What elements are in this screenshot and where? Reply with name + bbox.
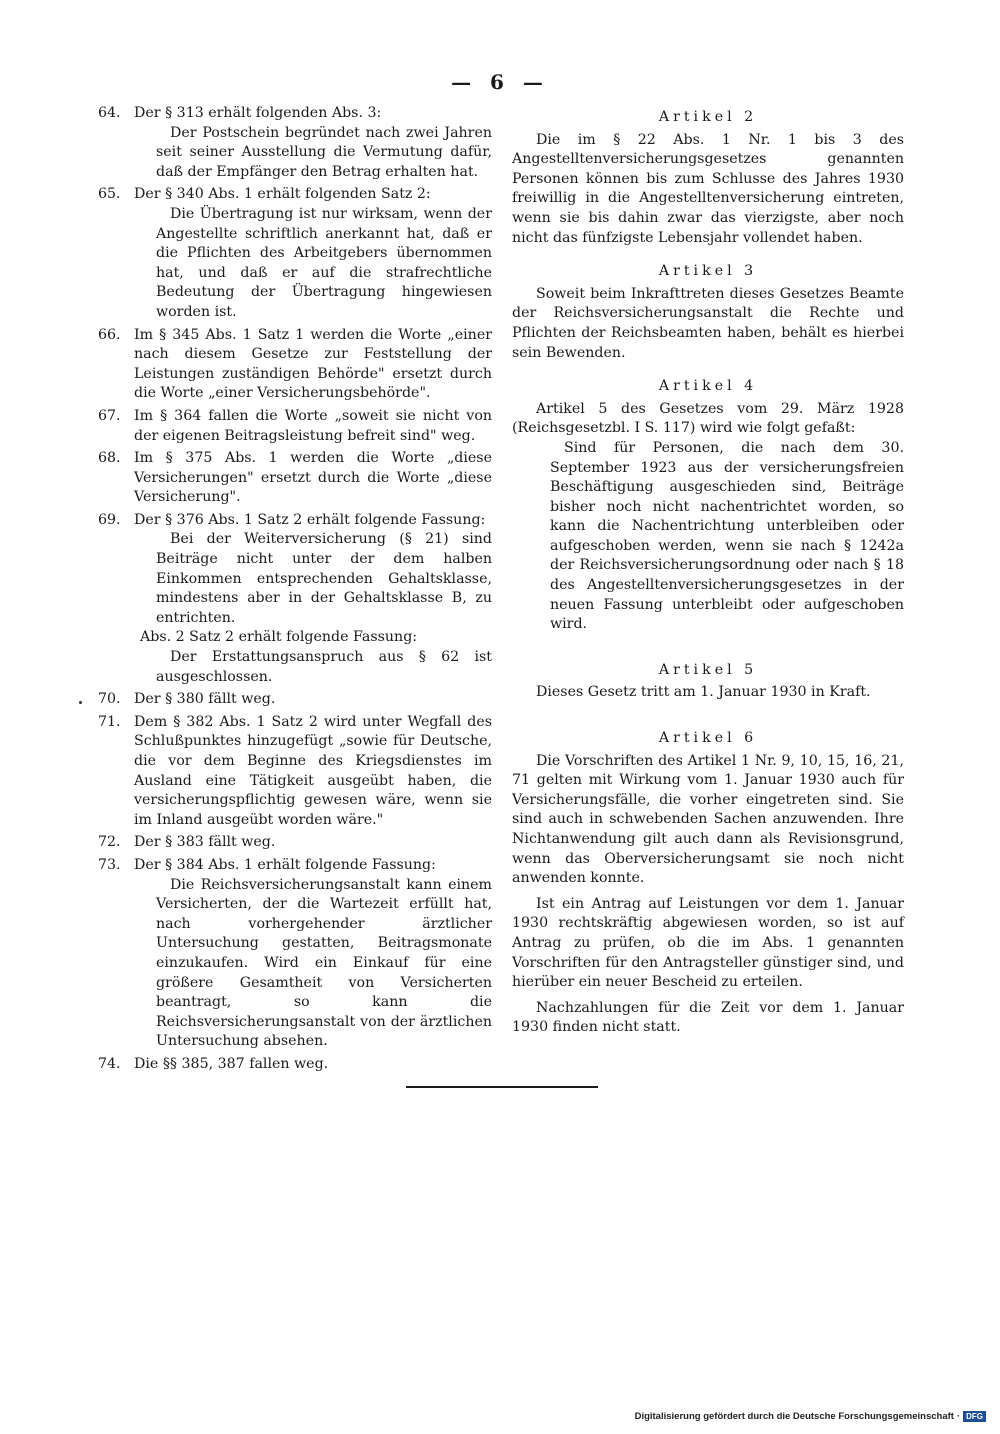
item-number: 74. [98, 1055, 121, 1072]
list-item [98, 407, 492, 446]
article-heading: Artikel 2 [658, 109, 758, 125]
item-number: 64. [98, 105, 121, 121]
article-paragraph: Nachzahlungen für die Zeit vor dem 1. Januar 1930 finden nicht statt. [512, 999, 904, 1036]
item-quote: Die Reichsversicherungsanstalt kann einem Versicherten, der die Wartezeit erfüllt hat, nach vorhergehender ärztlicher Untersuchung gestatten, Beitragsmonate einzukaufen. Wird ein Einkauf für eine größere Gesamtheit von Versicherten beantragt, so kann die Reichsversicherungsanstalt von der ärztlichen Untersuchung absehen. [156, 876, 492, 1050]
list-item [98, 833, 492, 853]
list-item [98, 856, 492, 1052]
list-item [98, 511, 492, 687]
list-item [98, 104, 492, 182]
article-2 [512, 108, 904, 248]
item-number: 69. [98, 511, 121, 528]
item-lead: Der § 384 Abs. 1 erhält folgende Fassung: [134, 856, 436, 873]
item-lead: Der § 376 Abs. 1 Satz 2 erhält folgende Fassung: [134, 511, 486, 528]
digitization-credit: Digitalisierung gefördert durch die Deutsche Forschungsgemeinschaft · DFG [635, 1411, 986, 1422]
item-sub-lead: Abs. 2 Satz 2 erhält folgende Fassung: [140, 629, 418, 646]
dfg-logo-icon: DFG [963, 1411, 986, 1422]
list-item [98, 713, 492, 831]
item-lead: Im § 345 Abs. 1 Satz 1 werden die Worte „einer nach diesem Gesetze zur Feststellung der Leistungen zuständigen Behörde" ersetzt durch die Worte „einer Versicherungsbehörde". [134, 326, 492, 402]
item-lead: Der § 383 fällt weg. [134, 834, 276, 851]
scan-speck [79, 701, 82, 704]
right-column [512, 104, 904, 1038]
list-item [98, 690, 492, 710]
credit-text: Digitalisierung gefördert durch die Deutsche Forschungsgemeinschaft [634, 1411, 954, 1422]
list-item [98, 185, 492, 322]
list-item [98, 449, 492, 508]
item-number: 68. [98, 450, 121, 467]
item-quote: Die Übertragung ist nur wirksam, wenn der Angestellte schriftlich anerkannt hat, daß er die Pflichten des Arbeitgebers übernommen hat, und daß er auf die strafrechtliche Bedeutung der Übertragung hingewiesen worden ist. [156, 205, 492, 320]
item-lead: Der § 380 fällt weg. [134, 691, 276, 708]
item-number: 65. [98, 186, 121, 203]
article-heading: Artikel 4 [658, 378, 758, 395]
item-lead: Die §§ 385, 387 fallen weg. [134, 1055, 329, 1072]
item-lead: Der § 313 erhält folgenden Abs. 3: [134, 105, 382, 121]
list-item [98, 1055, 492, 1075]
article-heading: Artikel 3 [658, 263, 758, 280]
item-number: 71. [98, 713, 121, 730]
item-quote: Der Postschein begründet nach zwei Jahren seit seiner Ausstellung die Vermutung dafür, daß der Empfänger den Betrag erhalten hat. [156, 124, 492, 180]
item-lead: Der § 340 Abs. 1 erhält folgenden Satz 2: [134, 186, 431, 203]
article-paragraph: Artikel 5 des Gesetzes vom 29. März 1928 (Reichsgesetzbl. I S. 117) wird wie folgt gefaßt: [512, 400, 904, 437]
article-paragraph: Die im § 22 Abs. 1 Nr. 1 bis 3 des Angestelltenversicherungsgesetzes genannten Personen können bis zum Schlusse des Jahres 1930 freiwillig in die Angestelltenversicherung eintreten, wenn sie bis dahin zwar das vierzigste, aber noch nicht das fünfzigste Lebensjahr vollendet haben. [512, 131, 904, 246]
article-heading: Artikel 5 [658, 661, 758, 678]
article-4 [512, 377, 904, 635]
article-3 [512, 262, 904, 363]
left-column [98, 104, 492, 1078]
item-number: 70. [98, 691, 121, 708]
item-lead: Dem § 382 Abs. 1 Satz 2 wird unter Wegfall des Schlußpunktes hinzugefügt „sowie für Deutsche, die vor dem Beginne des Kriegsdienstes im Ausland eine Tätigkeit ausgeübt haben, die versicherungspflichtig gewesen wäre, wenn sie im Inland ausgeübt worden wäre." [134, 713, 492, 828]
item-lead: Im § 375 Abs. 1 werden die Worte „diese Versicherungen" ersetzt durch die Worte „diese Versicherung". [134, 450, 492, 506]
article-paragraph: Dieses Gesetz tritt am 1. Januar 1930 in Kraft. [536, 684, 871, 701]
item-number: 73. [98, 856, 121, 873]
item-number: 67. [98, 407, 121, 424]
item-quote: Bei der Weiterversicherung (§ 21) sind Beiträge nicht unter der dem halben Einkommen entsprechenden Gehaltsklasse, mindestens aber in der Gehaltsklasse B, zu entrichten. [156, 531, 492, 626]
article-paragraph: Die Vorschriften des Artikel 1 Nr. 9, 10, 15, 16, 21, 71 gelten mit Wirkung vom 1. Januar 1930 auch für Versicherungsfälle, die vorher eingetreten sind. Sie sind auch in schwebenden Sachen anzuwenden. Ihre Nichtanwendung gilt auch dann als Revisionsgrund, wenn das Oberversicherungsamt sie noch nicht anwenden konnte. [512, 752, 904, 887]
article-6 [512, 729, 904, 1038]
article-5 [512, 661, 904, 703]
article-paragraph: Ist ein Antrag auf Leistungen vor dem 1. Januar 1930 rechtskräftig abgewiesen worden, so ist auf Antrag zu prüfen, ob die im Abs. 1 genannten Vorschriften für den Antragsteller günstiger sind, und hierüber ein neuer Bescheid zu erteilen. [512, 895, 904, 991]
page-number: — 6 — [451, 70, 549, 94]
list-item [98, 326, 492, 404]
item-number: 66. [98, 326, 121, 343]
article-paragraph: Soweit beim Inkrafttreten dieses Gesetzes Beamte der Reichsversicherungsanstalt die Rechte und Pflichten der Reichsbeamten haben, behält es hierbei sein Bewenden. [512, 285, 904, 361]
closing-rule [406, 1086, 598, 1088]
article-heading: Artikel 6 [658, 730, 758, 747]
item-lead: Im § 364 fallen die Worte „soweit sie nicht von der eigenen Beitragsleistung befreit sind" weg. [134, 407, 492, 444]
item-sub-quote: Der Erstattungsanspruch aus § 62 ist ausgeschlossen. [156, 649, 492, 685]
item-number: 72. [98, 834, 121, 851]
article-quote: Sind für Personen, die nach dem 30. September 1923 aus der versicherungsfreien Beschäftigung ausgeschieden sind, Beiträge bisher noch nicht nachentrichtet worden, so kann die Nachentrichtung unterbleiben oder aufgeschoben werden, wenn sie nach § 1242a der Reichsversicherungsordnung oder nach § 18 des Angestelltenversicherungsgesetzes in der neuen Fassung unterbleibt oder aufgeschoben wird. [550, 439, 904, 633]
